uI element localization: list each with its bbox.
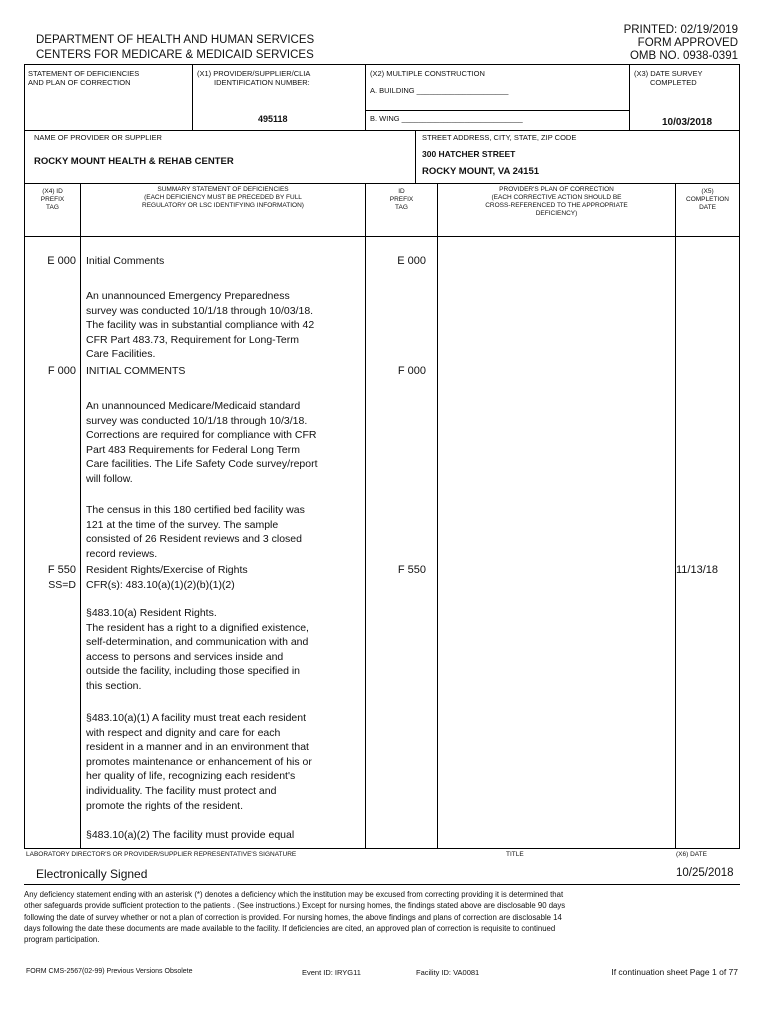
id-header	[366, 188, 437, 212]
x5-header-3: DATE	[699, 204, 716, 211]
address-label: STREET ADDRESS, CITY, STATE, ZIP CODE	[422, 133, 577, 142]
rule-right	[739, 64, 740, 848]
rule-top	[24, 64, 740, 65]
rule-col-summary	[365, 183, 366, 848]
rule-provider-top	[24, 130, 740, 131]
x4-header-1: (X4) ID	[42, 188, 63, 195]
summary-header-2: (EACH DEFICIENCY MUST BE PRECEDED BY FULL	[144, 194, 302, 201]
x2-label: (X2) MULTIPLE CONSTRUCTION	[370, 69, 485, 78]
omb-number: OMB NO. 0938-0391	[629, 50, 738, 62]
id-header-3: TAG	[395, 204, 408, 211]
summary-dignity-paragraph: §483.10(a)(1) A facility must treat each resident with respect and dignity and care for each resident in a manner and in an environment that promotes maintenance or enhancement of his or her quality of life, recognizing each resident's individuality. The facility must protect and promote the rights of the resident.	[86, 712, 312, 812]
rule-signature-bottom	[24, 884, 740, 885]
plan-header	[438, 186, 675, 218]
address-street: 300 HATCHER STREET	[422, 149, 516, 159]
x1-label-1: (X1) PROVIDER/SUPPLIER/CLIA	[197, 69, 311, 78]
plan-header-4: DEFICIENCY)	[535, 210, 578, 217]
summary-header-1: SUMMARY STATEMENT OF DEFICIENCIES	[157, 186, 289, 193]
signature-label: LABORATORY DIRECTOR'S OR PROVIDER/SUPPLIER REPRESENTATIVE'S SIGNATURE	[26, 851, 297, 858]
plan-header-1: PROVIDER'S PLAN OF CORRECTION	[499, 186, 614, 193]
rule-x2-left	[365, 64, 366, 130]
provider-name-label: NAME OF PROVIDER OR SUPPLIER	[34, 133, 162, 142]
rule-col-x4	[80, 183, 81, 848]
date-label: (X6) DATE	[676, 851, 707, 858]
rule-left	[24, 64, 25, 848]
disclaimer-text: Any deficiency statement ending with an asterisk (*) denotes a deficiency which the institution may be excused from correcting providing it is determined that other safeguards provide sufficient protection to the patients . (See instructions.) Except for nursing homes, the findings stated above are disclosable 90 days following the date of survey whether or not a plan of correction is provided. For nursing homes, the above findings and plans of correction are disclosable 14 days following the date these documents are made available to the facility. If deficiencies are cited, an approved plan of correction is requisite to continued program participation.	[24, 890, 566, 945]
tag-scope-severity: SS=D	[48, 579, 76, 591]
title-label: TITLE	[506, 851, 524, 858]
rule-wing-top	[365, 110, 630, 111]
id-header-1: ID	[398, 188, 405, 195]
rule-columns-top	[24, 183, 740, 184]
summary-f550-title: Resident Rights/Exercise of Rights CFR(s): 483.10(a)(1)(2)(b)(1)(2)	[86, 564, 248, 591]
id-header-2: PREFIX	[389, 196, 414, 203]
survey-completed-date: 10/03/2018	[662, 117, 713, 128]
footer-page-number: If continuation sheet Page 1 of 77	[611, 967, 738, 977]
x4-header-3: TAG	[46, 204, 59, 211]
summary-resident-rights: §483.10(a) Resident Rights. The resident has a right to a dignified existence, self-determination, and communication with and access to persons and services inside and outside the facility, including those specified in this section.	[86, 607, 309, 692]
summary-equal-access-paragraph: §483.10(a)(2) The facility must provide equal	[86, 829, 295, 841]
department-title: DEPARTMENT OF HEALTH AND HUMAN SERVICES	[36, 34, 315, 46]
x5-header-1: (X5)	[701, 188, 714, 195]
plan-header-2: (EACH CORRECTIVE ACTION SHOULD BE	[491, 194, 622, 201]
rule-col-plan	[675, 183, 676, 848]
x3-label-2: COMPLETED	[650, 78, 697, 87]
rule-col-id	[437, 183, 438, 848]
x1-label-2: IDENTIFICATION NUMBER:	[214, 78, 310, 87]
rule-x3-left	[629, 64, 630, 130]
summary-standard-survey-paragraph: An unannounced Medicare/Medicaid standard survey was conducted 10/1/18 through 10/3/18. Corrections are required for compliance with CFR Part 483 Requirements for Federal Long Term Care facilities. The Life Safety Code survey/report will follow.	[86, 400, 318, 485]
summary-initial-comments-f000: INITIAL COMMENTS	[86, 365, 186, 377]
footer-facility-id: Facility ID: VA0081	[416, 968, 480, 977]
tag-f000-plan: F 000	[397, 365, 426, 377]
f550-completion-date: 11/13/18	[676, 564, 719, 576]
summary-census-paragraph: The census in this 180 certified bed facility was 121 at the time of the survey. The sample consisted of 26 Resident reviews and 3 closed record reviews.	[86, 504, 305, 560]
x2-building: A. BUILDING ______________________	[370, 86, 509, 95]
tag-f550-plan: F 550	[397, 564, 426, 576]
rule-columns-bottom	[24, 236, 740, 237]
tag-f550: F 550	[47, 564, 76, 576]
printed-date: PRINTED: 02/19/2019	[623, 24, 738, 36]
summary-header	[81, 186, 365, 210]
rule-signature-top	[24, 848, 740, 849]
summary-header-3: REGULATORY OR LSC IDENTIFYING INFORMATION)	[142, 202, 304, 209]
summary-initial-comments: Initial Comments	[86, 255, 165, 267]
form-approved: FORM APPROVED	[637, 37, 738, 49]
rule-address-left	[415, 130, 416, 183]
statement-label-1: STATEMENT OF DEFICIENCIES	[28, 69, 140, 78]
tag-f000: F 000	[47, 365, 76, 377]
x5-header-2: COMPLETION	[686, 196, 729, 203]
agency-title: CENTERS FOR MEDICARE & MEDICAID SERVICES	[36, 49, 314, 61]
tag-e000-plan: E 000	[397, 255, 426, 267]
x3-label-1: (X3) DATE SURVEY	[634, 69, 703, 78]
plan-header-3: CROSS-REFERENCED TO THE APPROPRIATE	[485, 202, 628, 209]
x2-wing: B. WING _____________________________	[370, 114, 523, 123]
signature-date: 10/25/2018	[676, 867, 734, 879]
x4-header-2: PREFIX	[40, 196, 65, 203]
footer-form-number: FORM CMS-2567(02-99) Previous Versions Obsolete	[26, 968, 193, 975]
provider-name: ROCKY MOUNT HEALTH & REHAB CENTER	[34, 156, 234, 167]
summary-emergency-paragraph: An unannounced Emergency Preparedness survey was conducted 10/1/18 through 10/03/18. The facility was in substantial compliance with 42 CFR Part 483.73, Requirement for Long-Term Care Facilities.	[86, 290, 315, 361]
provider-id-number: 495118	[258, 114, 288, 124]
tag-e000: E 000	[47, 255, 76, 267]
address-city: ROCKY MOUNT, VA 24151	[422, 166, 540, 177]
signature-value: Electronically Signed	[36, 867, 148, 881]
rule-x1-left	[192, 64, 193, 130]
x5-header	[676, 188, 739, 212]
footer-event-id: Event ID: IRYG11	[302, 968, 361, 977]
statement-label-2: AND PLAN OF CORRECTION	[28, 78, 131, 87]
x4-header	[25, 188, 80, 212]
